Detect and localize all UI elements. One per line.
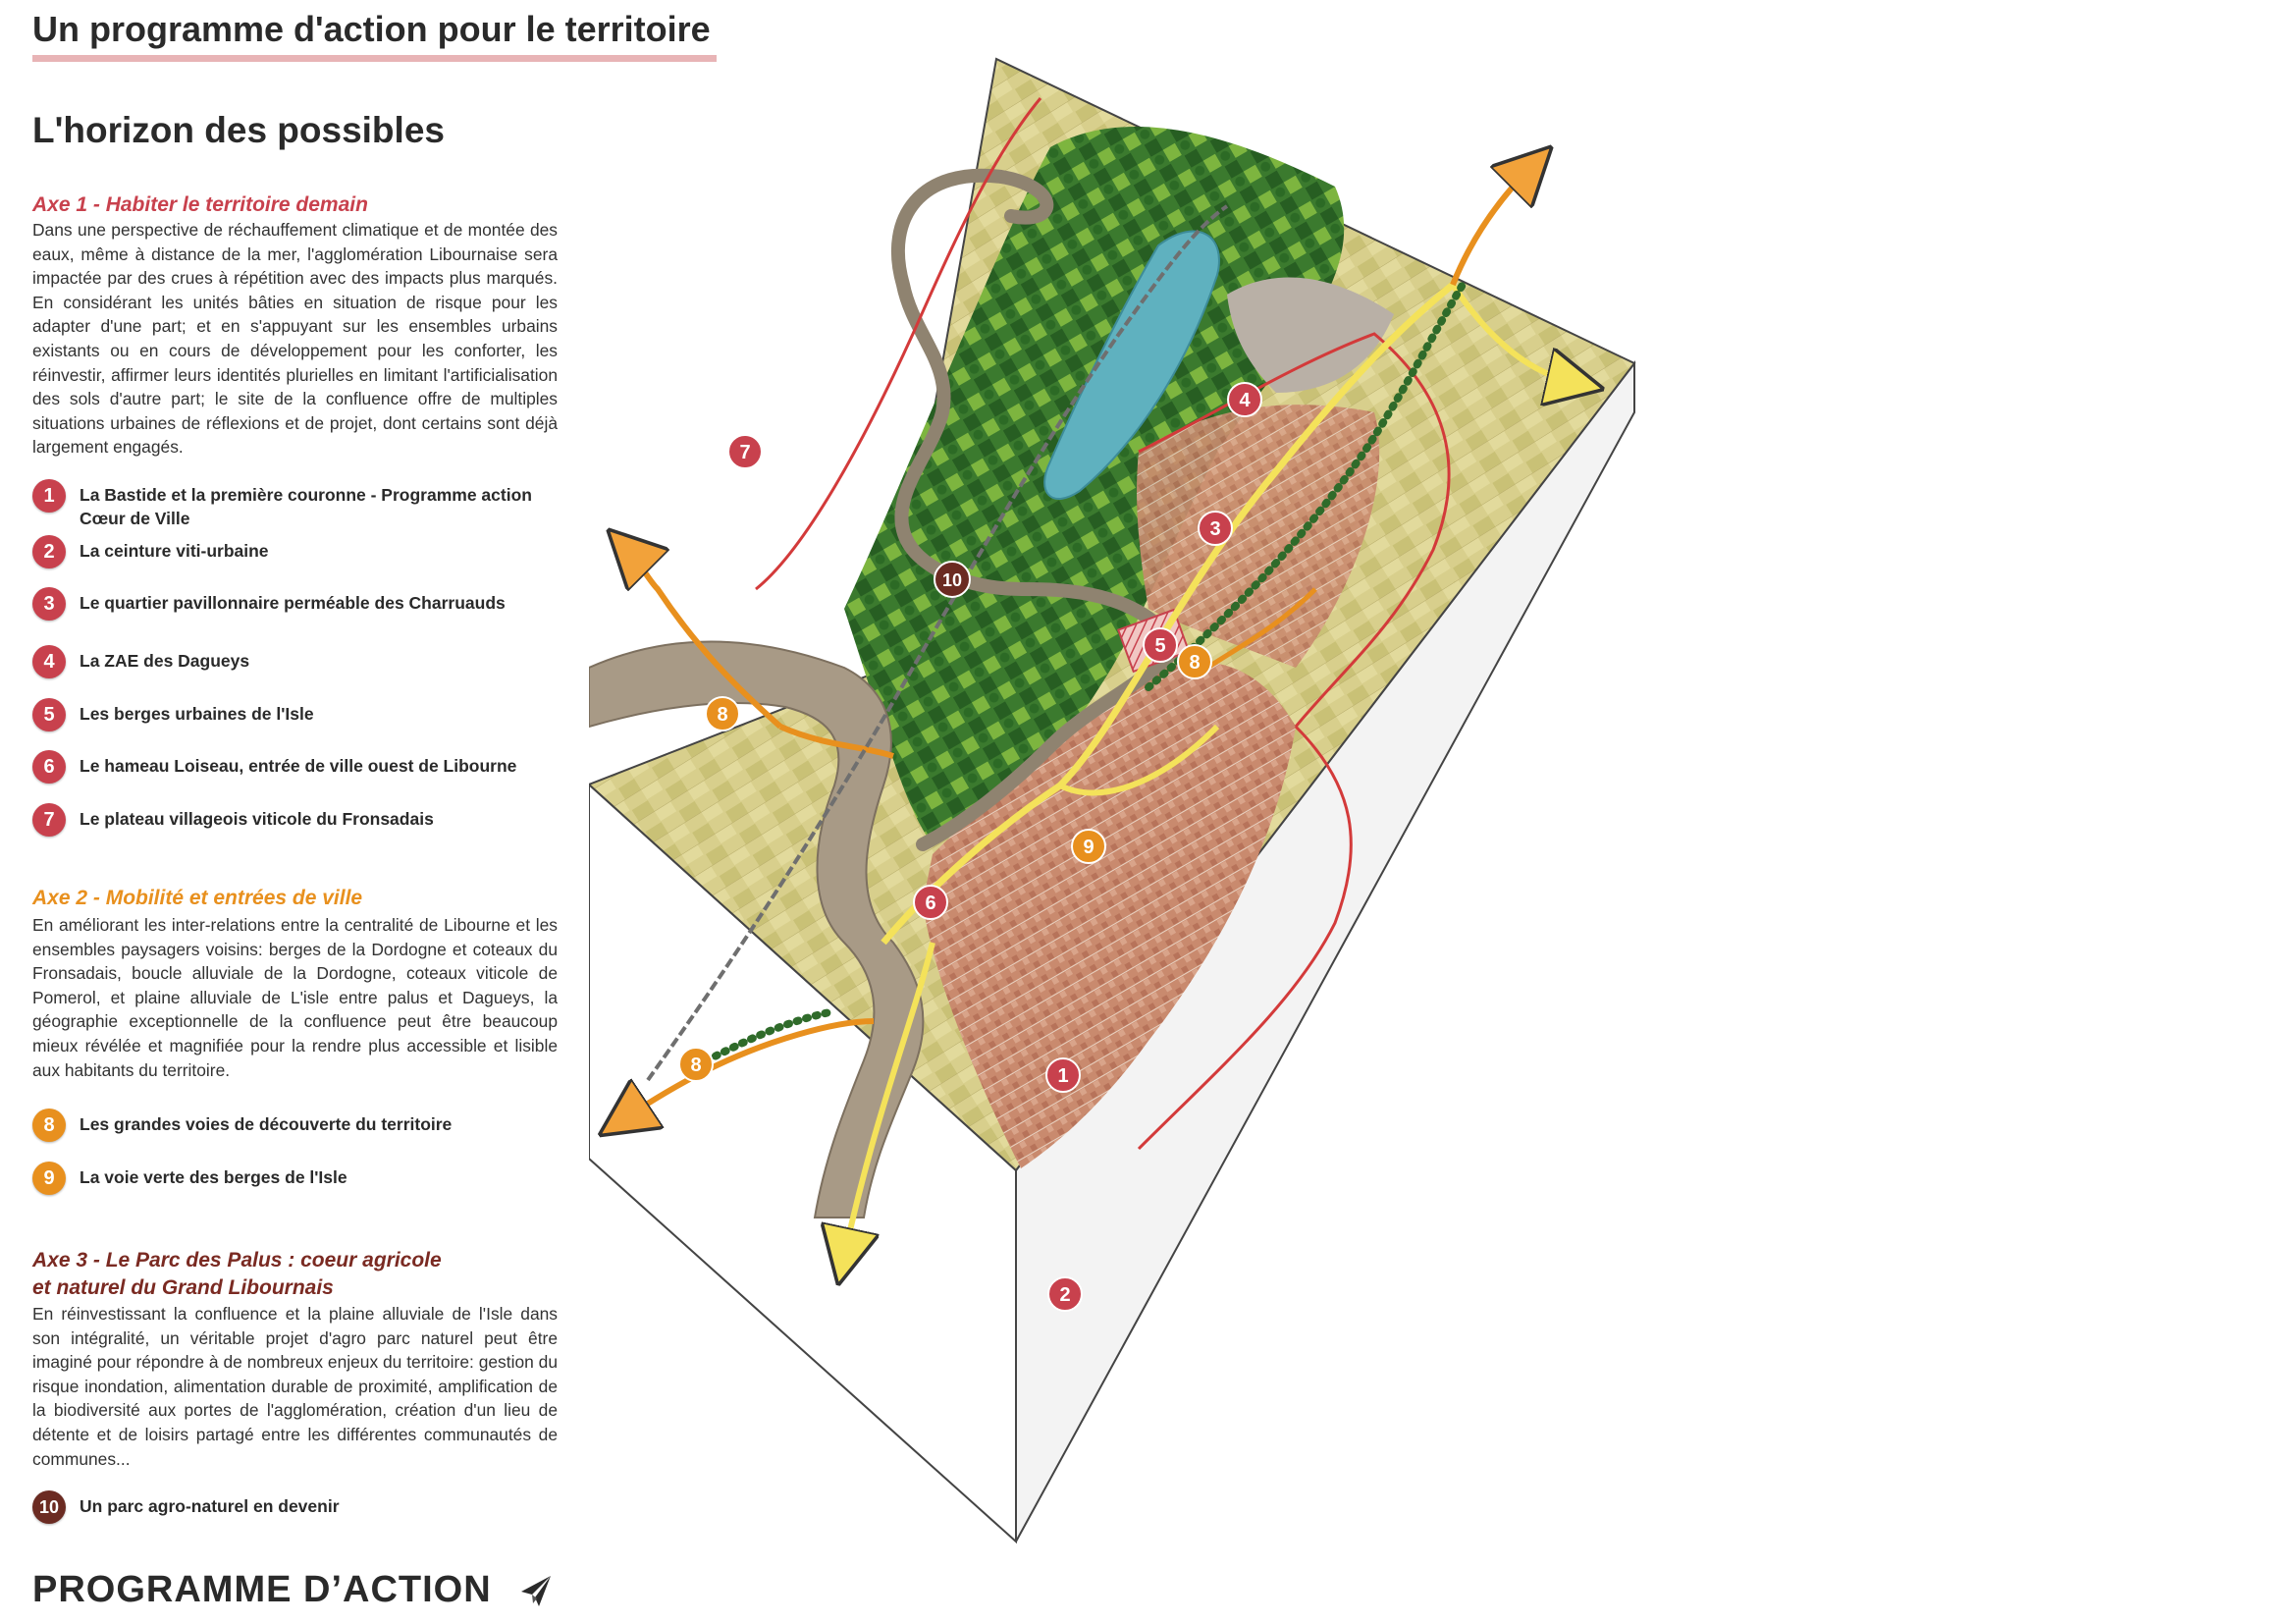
list-item-label: Le quartier pavillonnaire perméable des Charruauds [80,593,506,613]
marker-badge-3: 3 [32,587,66,621]
marker-badge-5: 5 [32,698,66,731]
svg-text:4: 4 [1239,390,1251,411]
marker-badge-8: 8 [32,1109,66,1142]
svg-text:1: 1 [1057,1065,1069,1087]
svg-text:9: 9 [1083,837,1095,858]
marker-badge-7: 7 [32,803,66,837]
marker-badge-9: 9 [32,1162,66,1195]
map-marker-6 [914,886,947,919]
axe-1-body: Dans une perspective de réchauffement climatique et de montée des eaux, même à distance de la mer, l'agglomération Libournaise sera impactée par des crues à répétition avec des impacts plus marqués. En considérant les unités bâties en situation de risque pour les adapter d'une part; et en s'appuyant sur les ensembles urbains existants ou en cours de développement pour les conforter, les réinvestir, affirmer leurs identités plurielles en limitant l'artificialisation des sols d'autre part; le site de la confluence offre de multiples situations urbaines de réflexions et de projet, dont certains sont déjà largement engagés. [32,220,558,458]
paper-plane-icon [519,1574,553,1607]
map-marker-2 [1048,1277,1082,1311]
svg-text:2: 2 [1059,1284,1071,1306]
marker-badge-4: 4 [32,645,66,678]
list-item-label: La voie verte des berges de l'Isle [80,1167,347,1187]
list-item-2 [32,535,567,568]
footer-label: PROGRAMME D’ACTION [32,1569,492,1610]
list-item-10 [32,1490,567,1524]
list-item-label: Le hameau Loiseau, entrée de ville ouest de Libourne [80,756,517,776]
svg-text:5: 5 [1154,635,1166,657]
map-marker-1 [1046,1058,1080,1092]
svg-text:8: 8 [717,704,728,726]
list-item-label: Un parc agro-naturel en devenir [80,1496,340,1516]
svg-text:6: 6 [925,893,936,914]
svg-text:3: 3 [1209,518,1221,540]
list-item-label: Les grandes voies de découverte du territoire [80,1114,453,1134]
svg-text:8: 8 [1189,652,1201,674]
list-item-1 [32,479,567,530]
axe-2-body: En améliorant les inter-relations entre la centralité de Libourne et les ensembles paysagers voisins: berges de la Dordogne et coteaux du Fronsadais, boucle alluviale de la Dordogne, coteaux viticole de Pomerol, et plaine alluviale de L'isle entre palus et Dagueys, la géographie exceptionnelle de la confluence peut être beaucoup mieux révélée et magnifiée pour la rendre plus accessible et lisible aux habitants du territoire. [32,915,558,1080]
map-marker-8-north [706,697,739,731]
axe-3-heading-line2: et naturel du Grand Libournais [32,1276,334,1299]
map-marker-5 [1144,628,1177,662]
svg-text:8: 8 [690,1055,702,1076]
axe-3-body: En réinvestissant la confluence et la plaine alluviale de l'Isle dans son intégralité, un véritable projet d'agro parc naturel peut être imaginé pour répondre à de nombreux enjeux du territoire: gestion du risque inondation, alimentation durable de proximité, amplification de la biodiversité aux portes de l'agglomération, création d'un lieu de détente et de loisirs partagé entre les différentes communautés de communes... [32,1304,558,1469]
list-item-label: La ZAE des Dagueys [80,651,250,671]
map-marker-8-east [1178,645,1211,678]
footer-title [32,1569,553,1611]
axe-1-heading: Axe 1 - Habiter le territoire demain [32,193,368,216]
svg-text:7: 7 [739,442,751,463]
map-marker-4 [1228,383,1261,416]
list-item-label: Les berges urbaines de l'Isle [80,704,314,724]
map-marker-8-south [679,1048,713,1081]
page-title: Un programme d'action pour le territoire [32,4,717,62]
list-item-5 [32,698,567,731]
marker-badge-6: 6 [32,750,66,784]
list-item-6 [32,750,567,784]
list-item-9 [32,1162,567,1195]
axe-2-heading: Axe 2 - Mobilité et entrées de ville [32,887,363,909]
axe-3-heading-line1: Axe 3 - Le Parc des Palus : coeur agricole [32,1249,442,1272]
marker-badge-10: 10 [32,1490,66,1524]
marker-badge-1: 1 [32,479,66,513]
list-item-label: Le plateau villageois viticole du Fronsadais [80,809,434,829]
list-item-3 [32,587,567,621]
orange-route-northeast [1453,167,1531,285]
list-item-7 [32,803,567,837]
list-item-label: La Bastide et la première couronne - Programme action Cœur de Ville [80,485,532,528]
svg-text:10: 10 [941,570,963,590]
marker-badge-2: 2 [32,535,66,568]
map-marker-9 [1072,830,1105,863]
map-marker-10 [934,562,970,597]
map-marker-7 [728,435,762,468]
list-item-8 [32,1109,567,1142]
map-marker-3 [1199,512,1232,545]
list-item-4 [32,645,567,678]
list-item-label: La ceinture viti-urbaine [80,541,269,561]
aerial-block-diagram [589,39,2268,1610]
page-subtitle: L'horizon des possibles [32,110,445,150]
